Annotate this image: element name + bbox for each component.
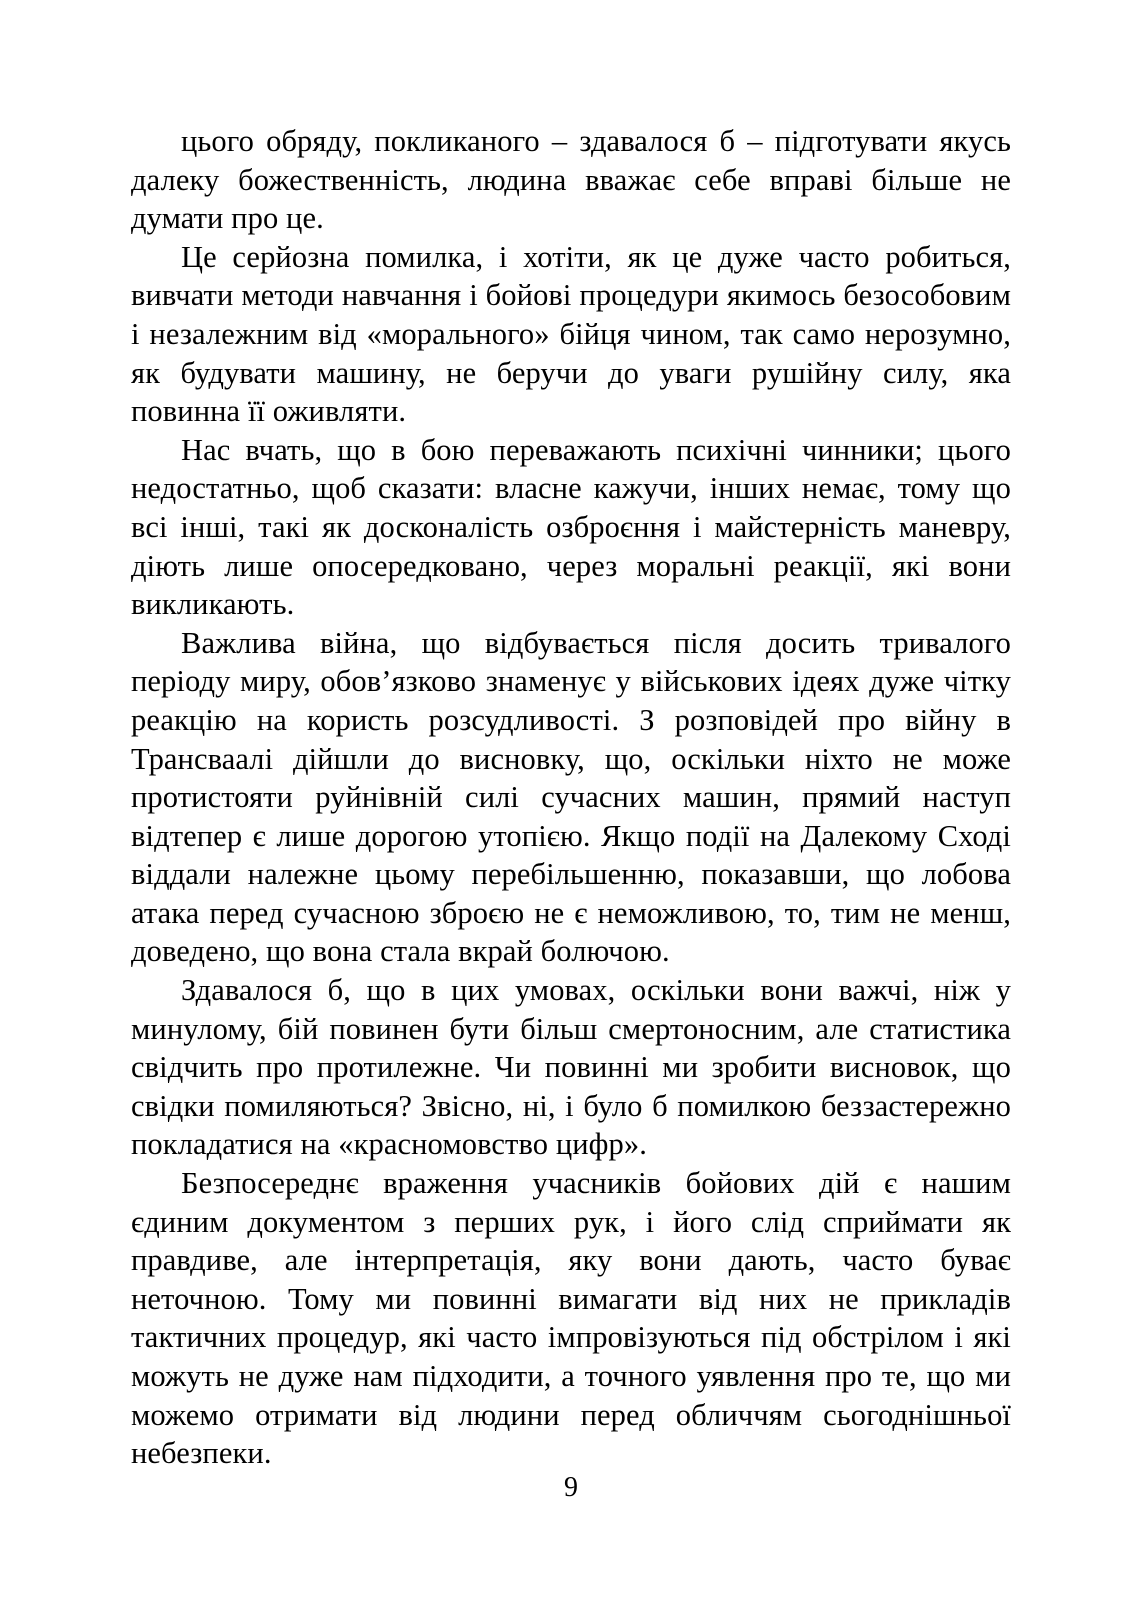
page-number: 9 bbox=[564, 1472, 578, 1503]
paragraph: цього обряду, покликаного – здавалося б – підготувати якусь далеку божественність, людина вважає себе вправі більше не думати про це. bbox=[131, 124, 1011, 236]
paragraph: Здавалося б, що в цих умовах, оскільки вони важчі, ніж у минулому, бій повинен бути більш смертоносним, але статистика свідчить про протилежне. Чи повинні ми зробити висновок, що свідки помиляються? Звісно, ні, і було б помилкою беззастережно покладатися на «красномовство цифр». bbox=[131, 973, 1011, 1162]
paragraph: Це серйозна помилка, і хотіти, як це дуже часто робиться, вивчати методи навчання і бойові процедури якимось безособовим і незалежним від «морального» бійця чином, так само нерозумно, як будувати машину, не беручи до уваги рушійну силу, яка повинна її оживляти. bbox=[131, 239, 1011, 429]
paragraph: Безпосереднє враження учасників бойових дій є нашим єдиним документом з перших рук, і його слід сприймати як правдиве, але інтерпретація, яку вони дають, часто буває неточною. Тому ми повинні вимагати від них не прикладів тактичних процедур, які часто імпровізуються під обстрілом і які можуть не дуже нам підходити, а точного уявлення про те, що ми можемо отримати від людини перед обличчям сьогоднішньої небезпеки. bbox=[131, 1166, 1011, 1471]
paragraph: Нас вчать, що в бою переважають психічні чинники; цього недостатньо, щоб сказати: власне кажучи, інших немає, тому що всі інші, такі як досконалість озброєння і майстерність маневру, діють лише опосередковано, через моральні реакції, які вони викликають. bbox=[131, 432, 1011, 622]
body-text-column bbox=[131, 122, 1011, 1473]
paragraph: Важлива війна, що відбувається після досить тривалого періоду миру, обов’язково знаменує у військових ідеях дуже чітку реакцію на користь розсудливості. З розповідей про війну в Трансваалі дійшли до висновку, що, оскільки ніхто не може протистояти руйнівній силі сучасних машин, прямий наступ відтепер є лише дорогою утопією. Якщо події на Далекому Сході віддали належне цьому перебільшенню, показавши, що лобова атака перед сучасною зброєю не є неможливою, то, тим не менш, доведено, що вона стала вкрай болючою. bbox=[131, 625, 1011, 969]
